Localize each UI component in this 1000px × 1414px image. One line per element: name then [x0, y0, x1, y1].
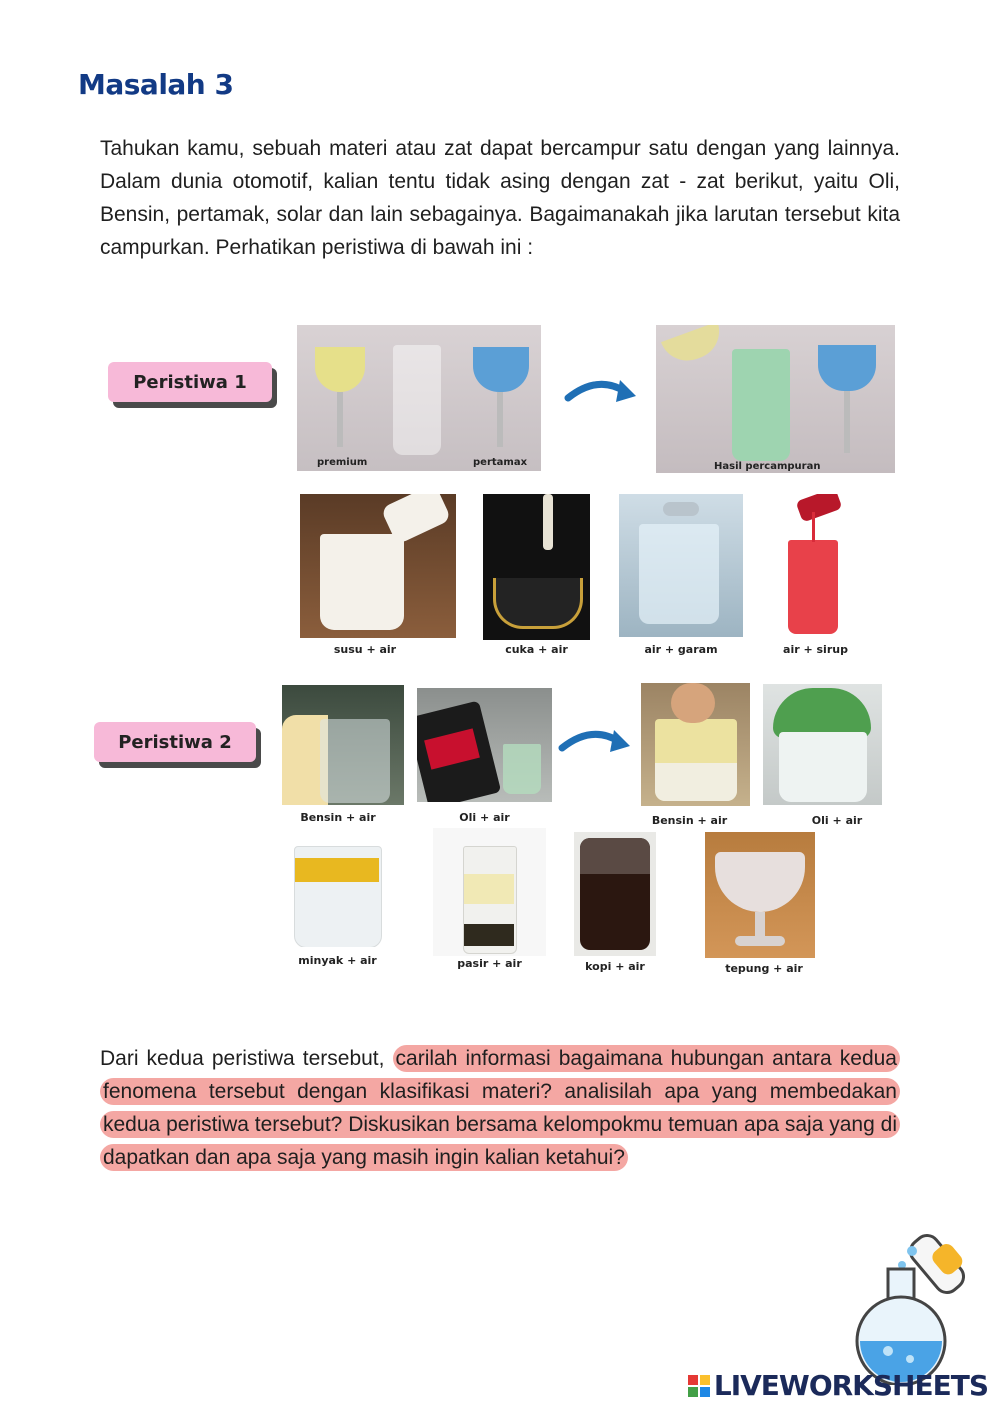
liveworksheets-logo [688, 1369, 988, 1402]
conclusion-plain-text: Dari kedua peristiwa tersebut, [100, 1047, 393, 1070]
milk-water-caption: susu + air [333, 643, 397, 656]
arrow-icon [556, 722, 632, 762]
cooking-oil-water-caption: minyak + air [298, 954, 377, 967]
milk-water-photo [300, 494, 456, 638]
conclusion-highlighted-text: carilah informasi bagaimana hubungan antara kedua fenomena tersebut dengan klasifikasi materi? analisilah apa yang membedakan kedua peristiwa tersebut? Diskusikan bersama kelompokmu temuan apa saja yang di dapatkan dan apa saja yang masih ingin kalian ketahui? [100, 1045, 900, 1171]
water-salt-photo [619, 494, 743, 637]
arrow-icon [562, 372, 638, 412]
vinegar-water-photo [483, 494, 590, 640]
gasoline-water-caption-2: Bensin + air [651, 814, 728, 827]
logo-mark-icon [688, 1375, 710, 1397]
water-syrup-photo [768, 494, 843, 639]
event2-badge: Peristiwa 2 [94, 722, 256, 762]
flour-water-photo [705, 832, 815, 958]
flour-water-caption: tepung + air [725, 962, 803, 975]
sand-water-photo [433, 828, 546, 956]
cooking-oil-water-photo [290, 832, 385, 947]
gasoline-water-photo-1 [282, 685, 404, 805]
oil-water-photo-1 [417, 688, 552, 802]
oil-water-photo-2 [763, 684, 882, 805]
sand-water-caption: pasir + air [457, 957, 522, 970]
water-salt-caption: air + garam [644, 643, 718, 656]
oil-water-caption-2: Oli + air [811, 814, 863, 827]
premium-label: premium [317, 457, 368, 468]
flask-icon [852, 1225, 992, 1385]
coffee-water-photo [574, 832, 656, 956]
water-syrup-caption: air + sirup [783, 643, 848, 656]
pertamax-label: pertamax [473, 457, 528, 468]
logo-text: LIVEWORKSHEETS [713, 1369, 988, 1402]
premium-pertamax-photo [297, 325, 541, 471]
oil-water-caption-1: Oli + air [459, 811, 510, 824]
conclusion-paragraph [100, 1042, 900, 1174]
intro-paragraph: Tahukan kamu, sebuah materi atau zat dapat bercampur satu dengan yang lainnya. Dalam dunia otomotif, kalian tentu tidak asing dengan zat - zat berikut, yaitu Oli, Bensin, pertamak, solar dan lain sebagainya. Bagaimanakah jika larutan tersebut kita campurkan. Perhatikan peristiwa di bawah ini : [100, 137, 900, 259]
mixture-result-label: Hasil percampuran [714, 461, 821, 472]
event1-badge: Peristiwa 1 [108, 362, 272, 402]
gasoline-water-caption-1: Bensin + air [300, 811, 376, 824]
vinegar-water-caption: cuka + air [505, 643, 568, 656]
page-title: Masalah 3 [78, 68, 234, 101]
coffee-water-caption: kopi + air [585, 960, 645, 973]
mixture-result-photo [656, 325, 895, 473]
gasoline-water-photo-2 [641, 683, 750, 806]
